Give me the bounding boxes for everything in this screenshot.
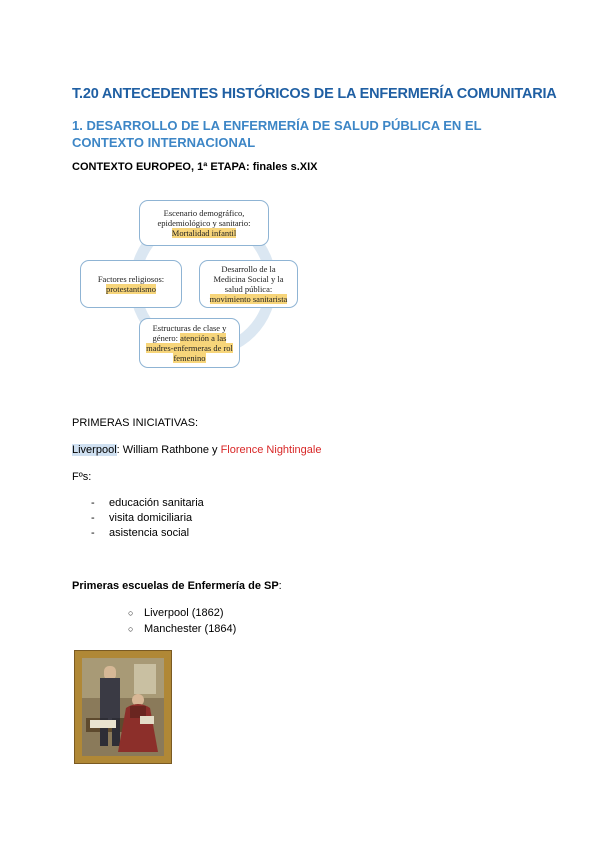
painting-image <box>82 658 164 756</box>
cycle-diagram <box>78 196 300 370</box>
florence-name: Florence Nightingale <box>220 444 322 456</box>
functions-label: Fºs: <box>72 471 92 483</box>
node-bottom-text: Estructuras de clase y género: <box>152 323 227 343</box>
node-left-highlight: protestantismo <box>105 284 157 294</box>
context-heading: CONTEXTO EUROPEO, 1ª ETAPA: finales s.XIX <box>72 161 318 173</box>
list-item: - asistencia social <box>91 526 204 541</box>
liverpool-sep: : William Rathbone y <box>116 444 221 456</box>
node-top-highlight: Mortalidad infantil <box>171 228 237 238</box>
schools-heading-colon: : <box>278 580 282 592</box>
node-right-highlight: movimiento sanitarista <box>209 294 288 304</box>
schools-list <box>128 605 236 637</box>
schools-heading-text: Primeras escuelas de Enfermería de SP <box>72 580 279 592</box>
diagram-node-bottom <box>139 318 240 368</box>
node-bottom-highlight: atención a las madres-enfermeras de rol femenino <box>146 333 233 363</box>
page-title: T.20 ANTECEDENTES HISTÓRICOS DE LA ENFERMERÍA COMUNITARIA <box>72 86 557 102</box>
section-heading: 1. DESARROLLO DE LA ENFERMERÍA DE SALUD PÚBLICA EN EL CONTEXTO INTERNACIONAL <box>72 118 482 150</box>
node-top-text: Escenario demográfico, epidemiológico y sanitario: <box>157 208 251 228</box>
diagram-node-right <box>199 260 298 308</box>
functions-list <box>91 496 204 541</box>
node-left-text: Factores religiosos: <box>97 274 165 284</box>
list-item: ○ Liverpool (1862) <box>128 605 236 621</box>
diagram-node-top <box>139 200 269 246</box>
diagram-node-left <box>80 260 182 308</box>
liverpool-place: Liverpool <box>72 444 117 456</box>
initiatives-heading: PRIMERAS INICIATIVAS: <box>72 417 199 429</box>
list-item: - educación sanitaria <box>91 496 204 511</box>
framed-painting <box>75 651 171 763</box>
node-right-text: Desarrollo de la Medicina Social y la salud pública: <box>213 264 284 294</box>
list-item: - visita domiciliaria <box>91 511 204 526</box>
list-item: ○ Manchester (1864) <box>128 621 236 637</box>
schools-heading <box>72 580 282 592</box>
liverpool-line <box>72 444 321 456</box>
